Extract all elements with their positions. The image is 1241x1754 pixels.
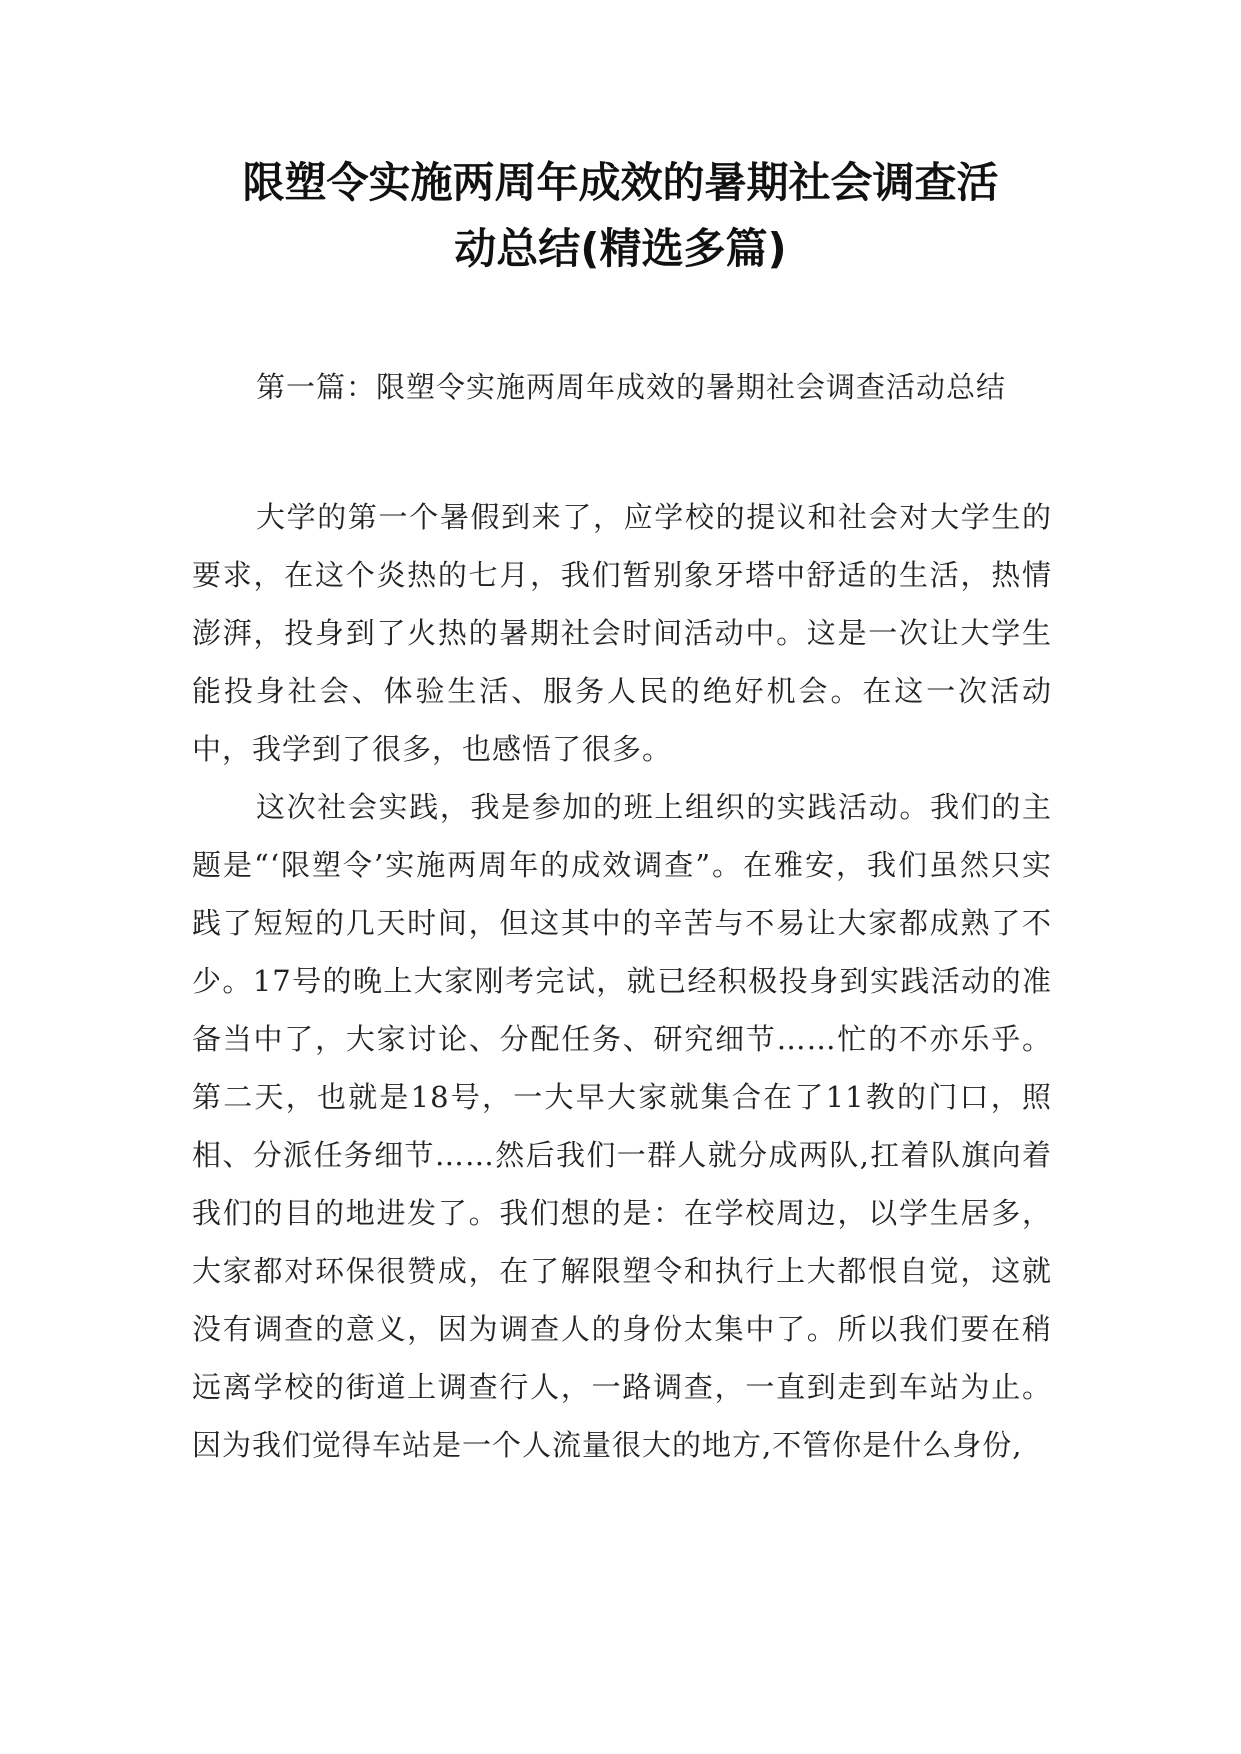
section-heading: 第一篇：限塑令实施两周年成效的暑期社会调查活动总结	[256, 370, 1007, 404]
paragraph-1: 大学的第一个暑假到来了，应学校的提议和社会对大学生的要求，在这个炎热的七月，我们暂别象牙塔中舒适的生活，热情澎湃，投身到了火热的暑期社会时间活动中。这是一次让大学生能投身社会、体验生活、服务人民的绝好机会。在这一次活动中，我学到了很多，也感悟了很多。	[192, 500, 1052, 766]
paragraph-2: 这次社会实践，我是参加的班上组织的实践活动。我们的主题是“‘限塑令’实施两周年的成效调查”。在雅安，我们虽然只实践了短短的几天时间，但这其中的辛苦与不易让大家都成熟了不少。17号的晚上大家刚考完试，就已经积极投身到实践活动的准备当中了，大家讨论、分配任务、研究细节……忙的不亦乐乎。第二天，也就是18号，一大早大家就集合在了11教的门口，照相、分派任务细节……然后我们一群人就分成两队,扛着队旗向着我们的目的地进发了。我们想的是：在学校周边，以学生居多，大家都对环保很赞成，在了解限塑令和执行上大都恨自觉，这就没有调查的意义，因为调查人的身份太集中了。所以我们要在稍远离学校的街道上调查行人，一路调查，一直到走到车站为止。因为我们觉得车站是一个人流量很大的地方,不管你是什么身份,	[192, 790, 1052, 1462]
title-line-1: 限塑令实施两周年成效的暑期社会调查活	[242, 158, 999, 207]
title-line-2: 动总结(精选多篇)	[454, 224, 787, 273]
document-body	[192, 358, 1052, 1474]
document-title	[150, 150, 1091, 282]
